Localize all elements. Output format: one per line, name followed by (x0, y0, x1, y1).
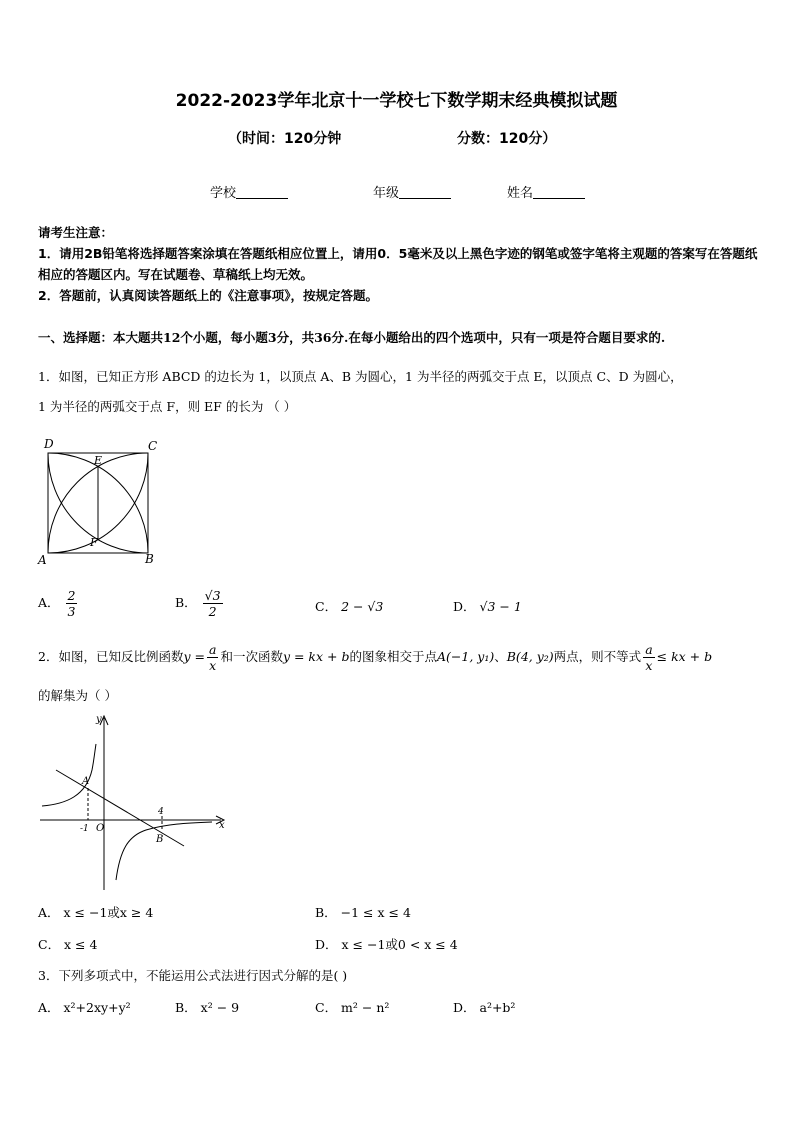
candidate-notice (38, 222, 762, 306)
notice-item-2: 2．答题前，认真阅读答题纸上的《注意事项》，按规定答题。 (38, 288, 378, 303)
q2-pre: 2．如图，已知反比例函数 (38, 649, 184, 664)
question-3-option-b[interactable]: B． x² − 9 (175, 1000, 240, 1015)
school-field[interactable] (210, 182, 288, 201)
question-2-option-b[interactable]: B． −1 ≤ x ≤ 4 (315, 905, 411, 920)
q2-ineq-den: x (645, 658, 653, 673)
q2-point-b: B(4, y₂) (506, 649, 554, 664)
grade-field[interactable] (373, 182, 451, 201)
question-1-stem (38, 362, 762, 422)
question-1-line-2: 1 为半径的两弧交于点 F，则 EF 的长为 （ ） (38, 399, 297, 414)
q2-func2: y = kx + b (282, 649, 350, 664)
question-1-figure (36, 436, 166, 568)
label-a: A (38, 553, 47, 567)
exam-time: （时间：120分钟 (228, 131, 342, 147)
q2-ineq-fraction (643, 642, 654, 673)
q2-point-a: A(−1, y₁) (437, 649, 495, 664)
option-c-value: 2 − √3 (341, 599, 384, 614)
option-a-denominator: 3 (67, 604, 76, 619)
q2-func1-den: x (209, 658, 217, 673)
q2-mid2: 的图象相交于点 (349, 649, 437, 664)
label-d: D (44, 437, 54, 451)
option-d-label: D． (453, 599, 476, 614)
question-2-line-2: 的解集为（ ） (38, 688, 117, 703)
q2-func1-fraction (207, 642, 218, 673)
option-a-numerator: 2 (67, 588, 76, 603)
question-3-option-c[interactable]: C． m² − n² (315, 1000, 390, 1015)
q2-sep: 、 (494, 649, 507, 664)
q2-func1-lhs: y = (183, 649, 205, 664)
question-2-graph (36, 710, 236, 894)
label-e: E (94, 454, 103, 467)
grade-label: 年级 (373, 186, 400, 201)
question-3-stem: 3．下列多项式中，不能运用公式法进行因式分解的是( ) (38, 968, 348, 983)
page-title: 2022-2023学年北京十一学校七下数学期末经典模拟试题 (175, 91, 618, 111)
exam-score: 分数：120分） (457, 131, 557, 147)
graph-point-a: A (82, 776, 90, 787)
school-label: 学校 (210, 186, 237, 201)
grade-blank[interactable] (399, 186, 451, 199)
option-b-fraction (203, 588, 223, 619)
notice-heading: 请考生注意： (38, 225, 114, 240)
question-2-stem (38, 642, 712, 673)
question-3-option-a[interactable]: A． x²+2xy+y² (38, 1000, 131, 1015)
option-d-value: √3 − 1 (479, 599, 522, 614)
notice-item-1: 1．请用2B铅笔将选择题答案涂填在答题纸相应位置上，请用0．5毫米及以上黑色字迹的钢笔或签字笔将主观题的答案写在答题纸相应的答题区内。写在试题卷、草稿纸上均无效。 (38, 246, 758, 282)
label-b: B (145, 552, 154, 566)
option-a-label: A． (38, 595, 60, 610)
question-2-option-d[interactable]: D． x ≤ −1或0 < x ≤ 4 (315, 937, 458, 952)
label-f: F (90, 536, 98, 549)
hyperbola-branch-right (116, 822, 212, 880)
option-b-numerator: √3 (204, 588, 221, 603)
q2-func1-num: a (208, 642, 217, 657)
hyperbola-branch-left (42, 744, 96, 806)
graph-origin: O (96, 823, 105, 834)
question-1-option-b[interactable] (175, 588, 225, 619)
q2-mid3: 两点，则不等式 (553, 649, 642, 664)
option-b-denominator: 2 (208, 604, 217, 619)
question-2-option-c[interactable]: C． x ≤ 4 (38, 937, 98, 952)
question-2-option-a[interactable]: A． x ≤ −1或x ≥ 4 (38, 905, 154, 920)
graph-tick-neg1: -1 (80, 824, 89, 834)
section-title: 一、选择题：本大题共12个小题，每小题3分，共36分.在每小题给出的四个选项中，只有一项是符合题目要求的. (38, 330, 666, 345)
name-blank[interactable] (533, 186, 585, 199)
option-a-fraction (66, 588, 78, 619)
q2-ineq-rhs: ≤ kx + b (656, 649, 713, 664)
label-c: C (148, 439, 158, 453)
name-field[interactable] (507, 182, 585, 201)
question-3-option-d[interactable]: D． a²+b² (453, 1000, 516, 1015)
question-1-line-1: 1．如图，已知正方形 ABCD 的边长为 1，以顶点 A、B 为圆心，1 为半径的两弧交于点 E，以顶点 C、D 为圆心， (38, 369, 683, 384)
name-label: 姓名 (507, 186, 534, 201)
graph-point-b: B (156, 834, 164, 845)
question-1-option-a[interactable] (38, 588, 79, 619)
question-1-option-c[interactable] (315, 597, 383, 615)
line-graph (56, 770, 184, 846)
graph-y-label: y (96, 714, 102, 725)
school-blank[interactable] (236, 186, 288, 199)
question-1-option-d[interactable] (453, 597, 522, 615)
graph-tick-4: 4 (158, 807, 164, 817)
graph-x-label: x (219, 820, 225, 831)
option-c-label: C． (315, 599, 338, 614)
q2-mid1: 和一次函数 (220, 649, 283, 664)
option-b-label: B． (175, 595, 197, 610)
q2-ineq-num: a (645, 642, 653, 657)
